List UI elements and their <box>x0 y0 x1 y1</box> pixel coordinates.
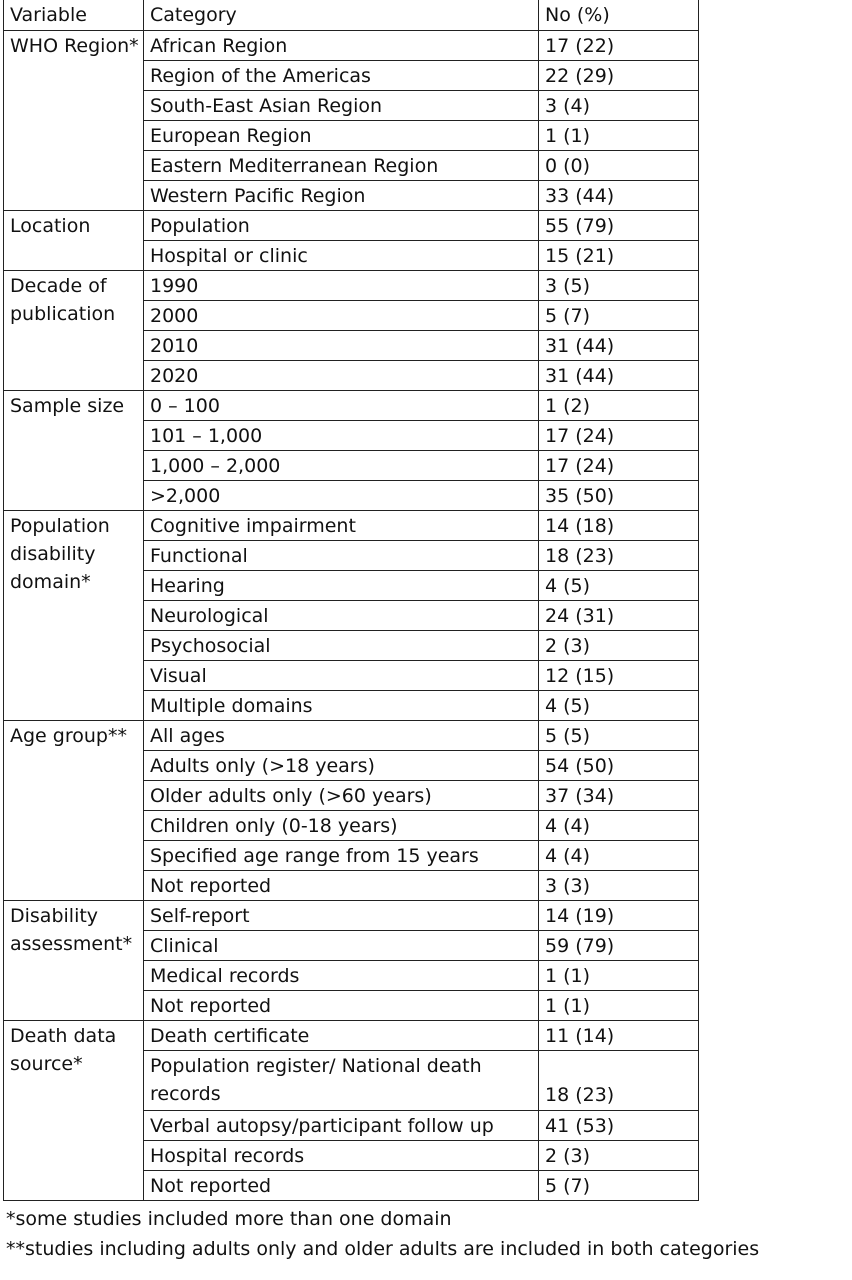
value-cell: 5 (5) <box>539 720 699 750</box>
category-cell: African Region <box>144 30 539 60</box>
table-row <box>4 720 699 750</box>
value-cell: 14 (18) <box>539 510 699 540</box>
value-cell: 3 (4) <box>539 90 699 120</box>
variable-cell: Location <box>4 210 144 270</box>
value-cell: 5 (7) <box>539 300 699 330</box>
value-cell: 1 (1) <box>539 960 699 990</box>
value-cell: 1 (2) <box>539 390 699 420</box>
value-cell: 4 (4) <box>539 810 699 840</box>
variable-cell: Disability assessment* <box>4 900 144 1020</box>
category-cell: All ages <box>144 720 539 750</box>
value-cell: 17 (24) <box>539 450 699 480</box>
value-cell: 31 (44) <box>539 360 699 390</box>
value-cell: 4 (5) <box>539 690 699 720</box>
value-cell: 2 (3) <box>539 1140 699 1170</box>
category-cell: Hospital or clinic <box>144 240 539 270</box>
category-cell: 2010 <box>144 330 539 360</box>
value-cell: 11 (14) <box>539 1020 699 1050</box>
category-cell: Neurological <box>144 600 539 630</box>
table-row <box>4 390 699 420</box>
category-cell: Region of the Americas <box>144 60 539 90</box>
value-cell: 15 (21) <box>539 240 699 270</box>
category-cell: Not reported <box>144 870 539 900</box>
category-cell: Medical records <box>144 960 539 990</box>
value-cell: 3 (5) <box>539 270 699 300</box>
category-cell: Functional <box>144 540 539 570</box>
category-cell: Cognitive impairment <box>144 510 539 540</box>
category-cell: Specified age range from 15 years <box>144 840 539 870</box>
footnote-single: *some studies included more than one domain <box>6 1207 452 1230</box>
value-cell: 55 (79) <box>539 210 699 240</box>
category-cell: Not reported <box>144 990 539 1020</box>
value-cell: 54 (50) <box>539 750 699 780</box>
category-cell: 1990 <box>144 270 539 300</box>
table-row <box>4 30 699 60</box>
category-cell: Death certificate <box>144 1020 539 1050</box>
value-cell: 35 (50) <box>539 480 699 510</box>
value-cell: 33 (44) <box>539 180 699 210</box>
category-cell: Clinical <box>144 930 539 960</box>
value-cell: 24 (31) <box>539 600 699 630</box>
table-row <box>4 510 699 540</box>
value-cell: 3 (3) <box>539 870 699 900</box>
category-cell: South-East Asian Region <box>144 90 539 120</box>
category-cell: 0 – 100 <box>144 390 539 420</box>
study-characteristics-table <box>3 0 699 1201</box>
footnotes <box>6 1204 852 1264</box>
value-cell: 17 (22) <box>539 30 699 60</box>
value-cell: 12 (15) <box>539 660 699 690</box>
category-cell: Western Pacific Region <box>144 180 539 210</box>
category-cell: 2000 <box>144 300 539 330</box>
header-category: Category <box>144 0 539 30</box>
value-cell: 17 (24) <box>539 420 699 450</box>
value-cell: 18 (23) <box>539 1050 699 1110</box>
value-cell: 4 (4) <box>539 840 699 870</box>
value-cell: 41 (53) <box>539 1110 699 1140</box>
header-no-percent: No (%) <box>539 0 699 30</box>
value-cell: 4 (5) <box>539 570 699 600</box>
category-cell: 1,000 – 2,000 <box>144 450 539 480</box>
category-cell: 2020 <box>144 360 539 390</box>
value-cell: 14 (19) <box>539 900 699 930</box>
table-row <box>4 270 699 300</box>
table-row <box>4 210 699 240</box>
document <box>3 0 852 1264</box>
variable-cell: WHO Region* <box>4 30 144 210</box>
value-cell: 59 (79) <box>539 930 699 960</box>
footnote-double: **studies including adults only and older adults are included in both categories <box>6 1237 760 1260</box>
value-cell: 0 (0) <box>539 150 699 180</box>
table-row <box>4 900 699 930</box>
category-cell: Psychosocial <box>144 630 539 660</box>
value-cell: 22 (29) <box>539 60 699 90</box>
category-cell: Self-report <box>144 900 539 930</box>
category-cell: Multiple domains <box>144 690 539 720</box>
category-cell: Adults only (>18 years) <box>144 750 539 780</box>
variable-cell: Population disability domain* <box>4 510 144 720</box>
category-cell: Hearing <box>144 570 539 600</box>
variable-cell: Age group** <box>4 720 144 900</box>
value-cell: 37 (34) <box>539 780 699 810</box>
value-cell: 18 (23) <box>539 540 699 570</box>
category-cell: Eastern Mediterranean Region <box>144 150 539 180</box>
category-cell: European Region <box>144 120 539 150</box>
category-cell: Population register/ National death records <box>144 1050 539 1110</box>
variable-cell: Death data source* <box>4 1020 144 1200</box>
table-body <box>4 30 699 1200</box>
category-cell: Visual <box>144 660 539 690</box>
category-cell: 101 – 1,000 <box>144 420 539 450</box>
category-cell: Children only (0-18 years) <box>144 810 539 840</box>
value-cell: 31 (44) <box>539 330 699 360</box>
value-cell: 5 (7) <box>539 1170 699 1200</box>
category-cell: Not reported <box>144 1170 539 1200</box>
header-variable: Variable <box>4 0 144 30</box>
category-cell: Population <box>144 210 539 240</box>
variable-cell: Sample size <box>4 390 144 510</box>
table-row <box>4 1020 699 1050</box>
category-cell: Older adults only (>60 years) <box>144 780 539 810</box>
header-row <box>4 0 699 30</box>
category-cell: Verbal autopsy/participant follow up <box>144 1110 539 1140</box>
variable-cell: Decade of publication <box>4 270 144 390</box>
value-cell: 1 (1) <box>539 990 699 1020</box>
category-cell: Hospital records <box>144 1140 539 1170</box>
category-cell: >2,000 <box>144 480 539 510</box>
value-cell: 1 (1) <box>539 120 699 150</box>
value-cell: 2 (3) <box>539 630 699 660</box>
